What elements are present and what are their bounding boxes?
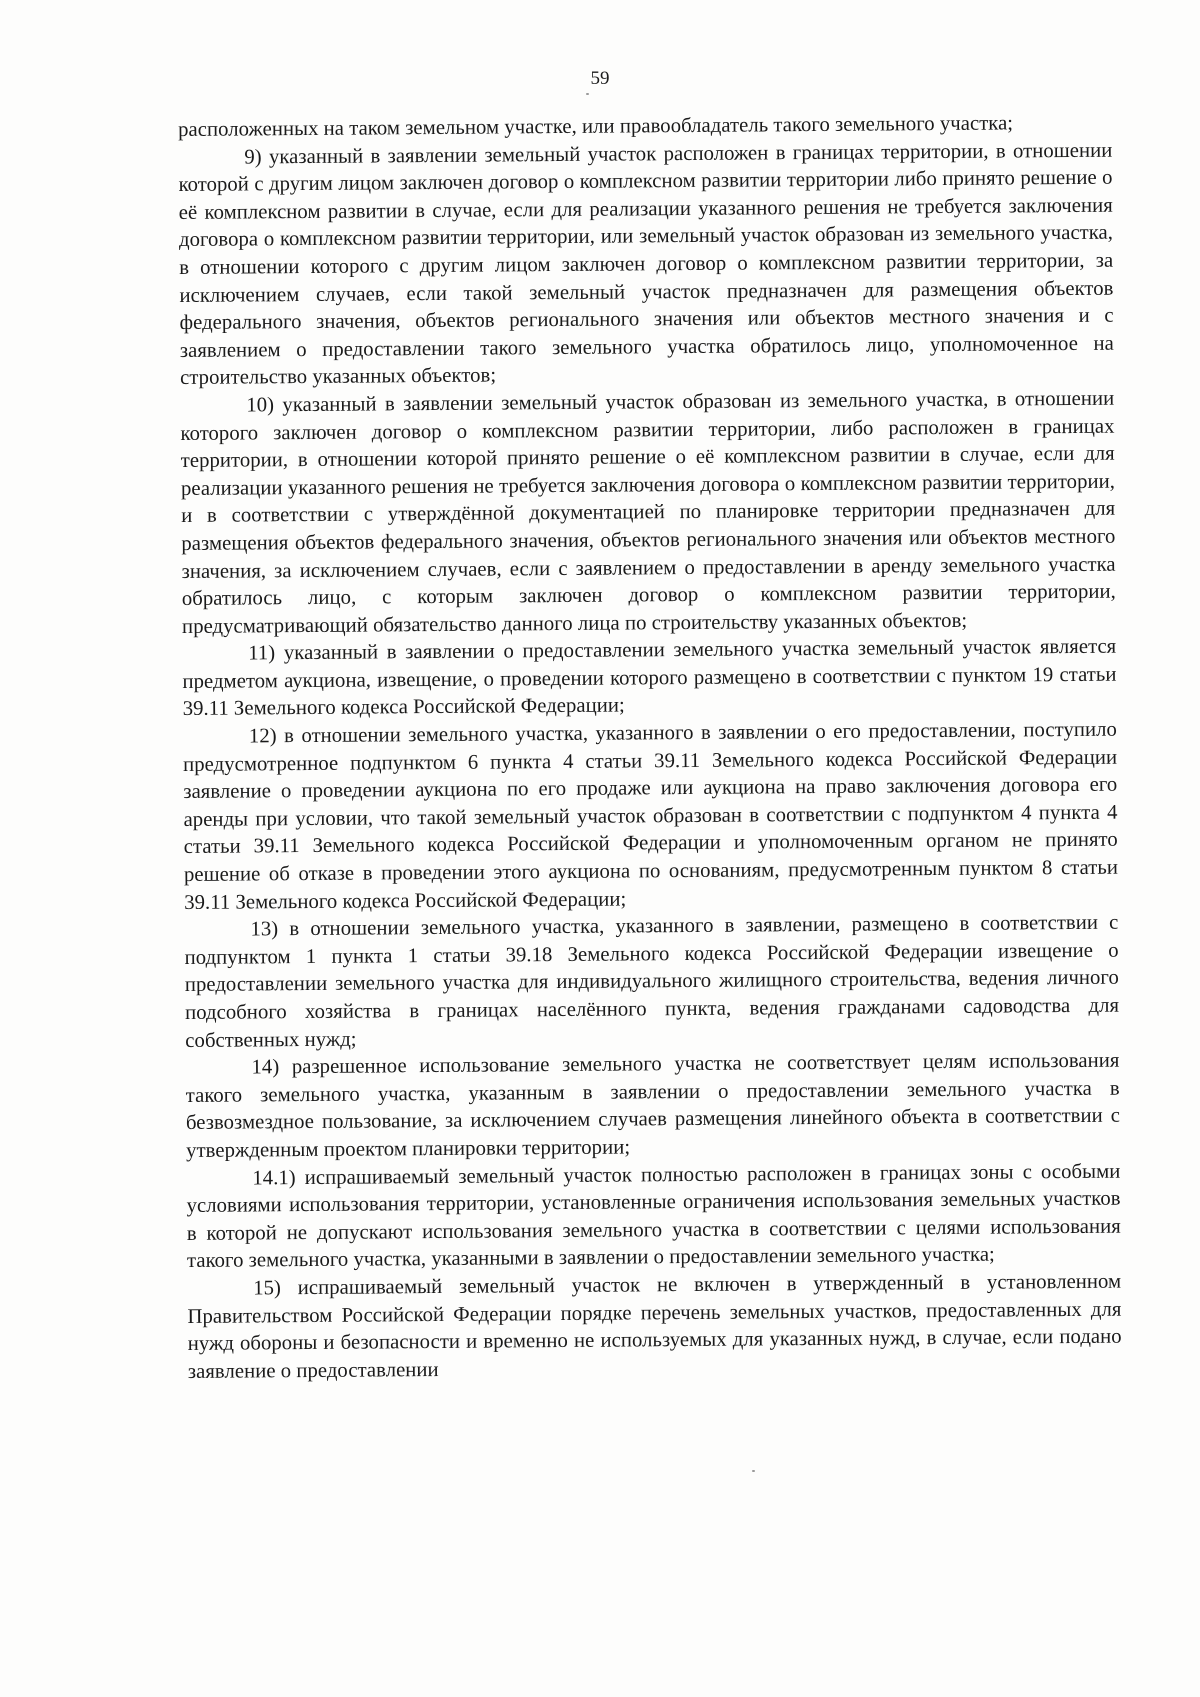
paragraph-item-11: 11) указанный в заявлении о предоставлении земельного участка земельный участок является предметом аукциона, извещение, о проведении которого размещено в соответствии с пунктом 19 статьи 39.11 Земельного кодекса Российской Федерации;: [182, 634, 1117, 721]
paragraph-item-14-1: 14.1) испрашиваемый земельный участок полностью расположен в границах зоны с особыми условиями использования территории, установленные ограничения использования земельных участков в которой не допускают использования земельного участка в соответствии с целями использования такого земельного участка, указанными в заявлении о предоставлении земельного участка;: [186, 1159, 1121, 1273]
paragraph-item-10: 10) указанный в заявлении земельный участок образован из земельного участка, в отношении которого заключен договор о комплексном развитии территории, либо расположен в границах территории, в отношении которой принято решение о её комплексном развитии в случае, если для реализации указанного решения не требуется заключения договора о комплексном развитии территории, и в соответствии с утверждённой документацией по планировке территории предназначен для размещения объектов федерального значения, объектов регионального значения или объектов местного значения, за исключением случаев, если с заявлением о предоставлении в аренду земельного участка обратилось лицо, с которым заключен договор о комплексном развитии территории, предусматривающий обязательство данного лица по строительству указанных объектов;: [180, 386, 1116, 638]
page-number: 59: [590, 68, 610, 89]
paragraph-item-14: 14) разрешенное использование земельного участка не соответствует целям использования такого земельного участка, указанным в заявлении о предоставлении земельного участка в безвозмездное пользование, за исключением случаев размещения линейного объекта в соответствии с утвержденным проектом планировки территории;: [185, 1048, 1120, 1162]
paragraph-item-13: 13) в отношении земельного участка, указанного в заявлении, размещено в соответствии с подпунктом 1 пункта 1 статьи 39.18 Земельного кодекса Российской Федерации извещение о предоставлении земельного участка для индивидуального жилищного строительства, ведения личного подсобного хозяйства в границах населённого пункта, ведения гражданами садоводства для собственных нужд;: [184, 910, 1120, 1052]
scan-speck: [586, 93, 589, 95]
paragraph-item-9: 9) указанный в заявлении земельный участок расположен в границах территории, в отношении которой с другим лицом заключен договор о комплексном развитии территории либо принято решение о её комплексном развитии в случае, если для реализации указанного решения не требуется заключения договора о комплексном развитии территории, или земельный участок образован из земельного участка, в отношении которого с другим лицом заключен договор о комплексном развитии территории, за исключением случаев, если такой земельный участок предназначен для размещения объектов федерального значения, объектов регионального значения или объектов местного значения и с заявлением о предоставлении такого земельного участка обратилось лицо, уполномоченное на строительство указанных объектов;: [178, 138, 1114, 390]
paragraph-item-15: 15) испрашиваемый земельный участок не включен в утвержденный в установленном Правительством Российской Федерации порядке перечень земельных участков, предоставленных для нужд обороны и безопасности и временно не используемых для указанных нужд, в случае, если подано заявление о предоставлении: [187, 1269, 1122, 1383]
scan-speck: [752, 1470, 755, 1472]
paragraph-item-12: 12) в отношении земельного участка, указанного в заявлении о его предоставлении, поступило предусмотренное подпунктом 6 пункта 4 статьи 39.11 Земельного кодекса Российской Федерации заявление о проведении аукциона по его продаже или аукциона на право заключения договора его аренды при условии, что такой земельный участок образован в соответствии с подпунктом 4 пункта 4 статьи 39.11 Земельного кодекса Российской Федерации и уполномоченным органом не принято решение об отказе в проведении этого аукциона по основаниям, предусмотренным пунктом 8 статьи 39.11 Земельного кодекса Российской Федерации;: [183, 717, 1119, 914]
document-body: [178, 109, 1122, 1386]
paragraph-continuation: расположенных на таком земельном участке, или правообладатель такого земельного участка;: [178, 111, 1014, 141]
